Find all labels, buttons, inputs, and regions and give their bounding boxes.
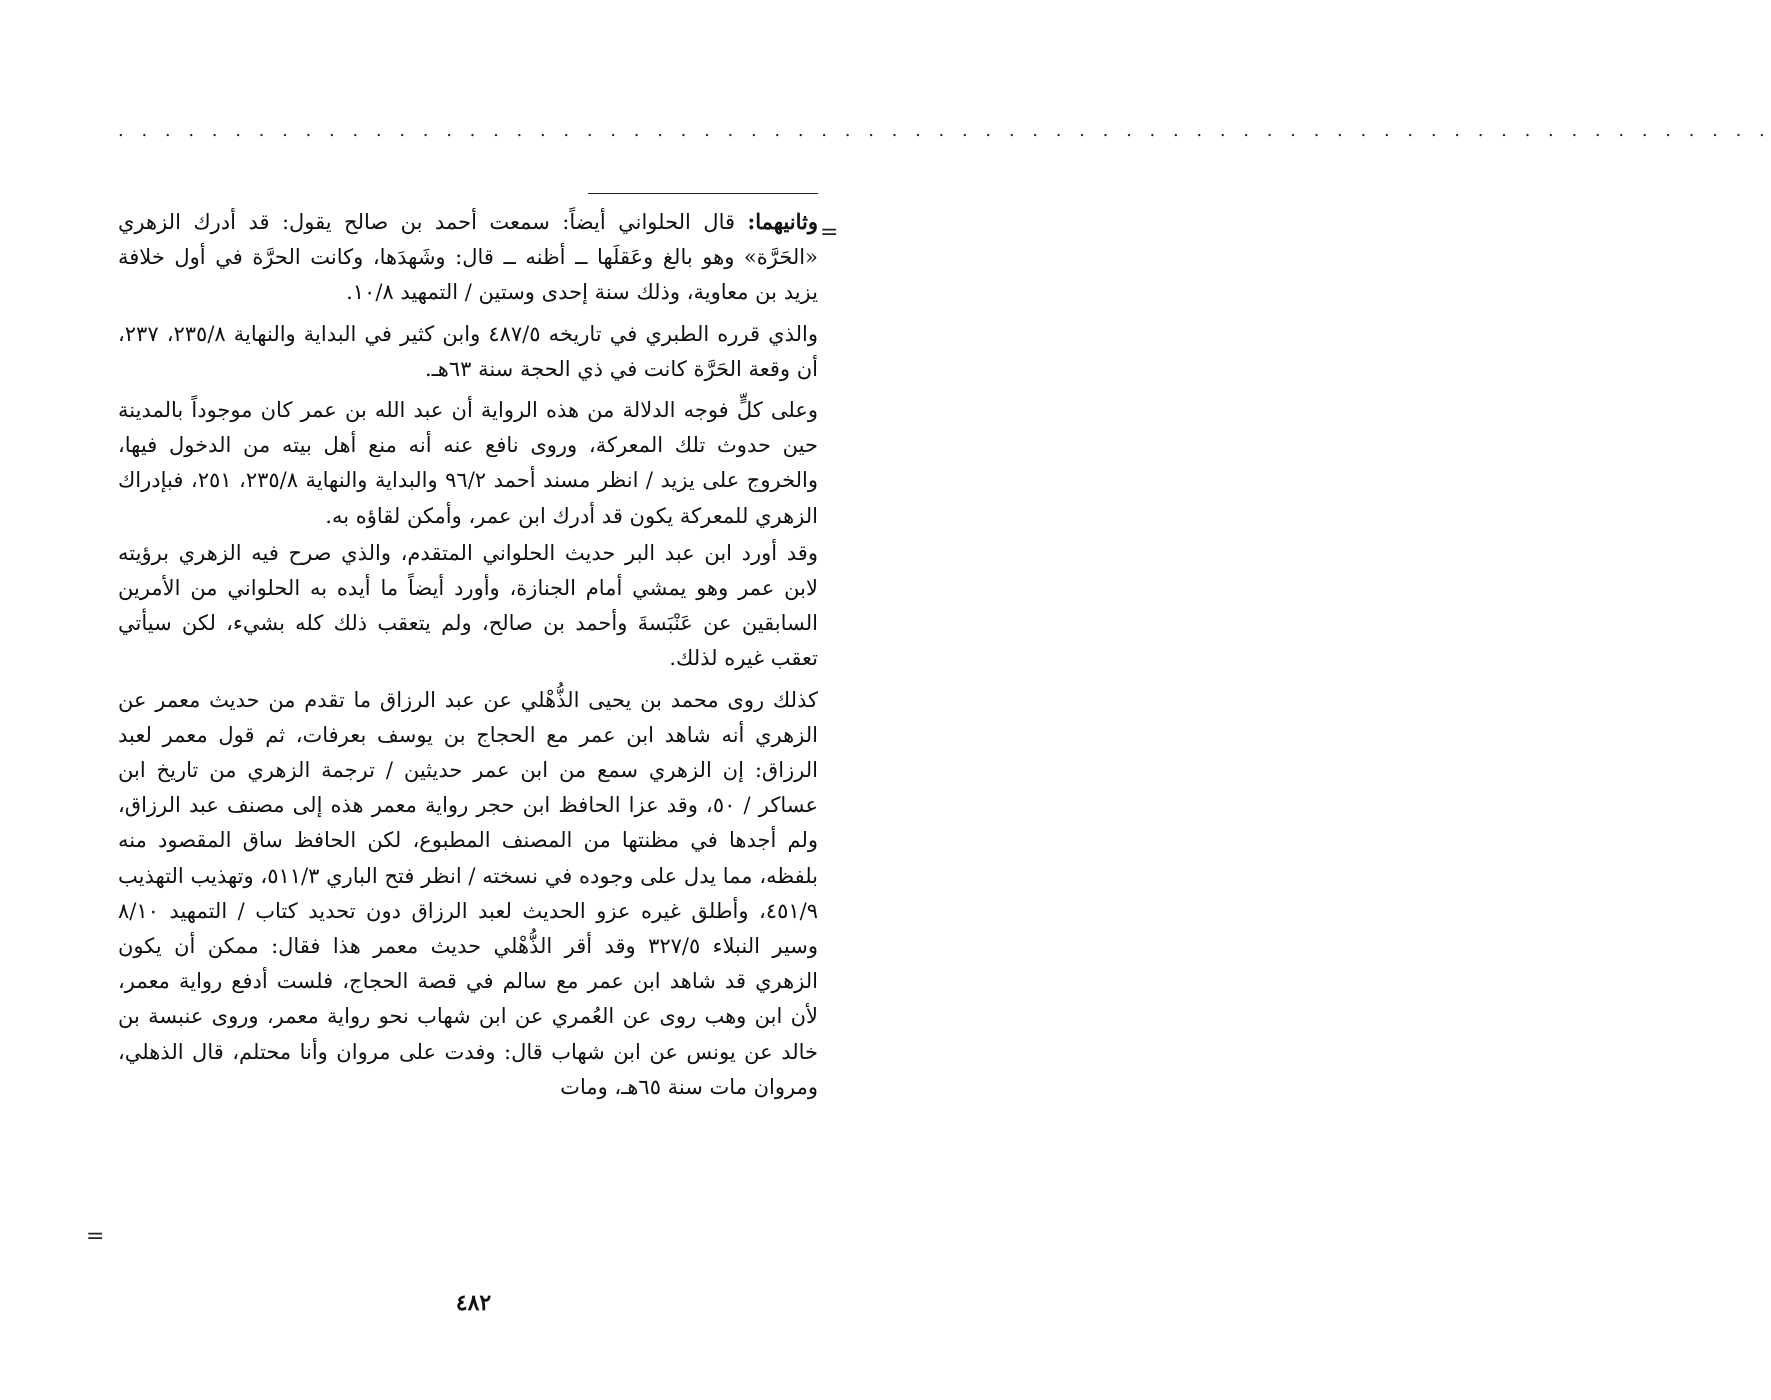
paragraph-1-text: قال الحلواني أيضاً: سمعت أحمد بن صالح يقول: قد أدرك الزهري «الحَرَّة» وهو بالغ وعَقلَها ــ أظنه ــ قال: وشَهدَها، وكانت الحرَّة في أول خلافة يزيد بن معاوية، وذلك سنة إحدى وستين / التمهيد ١٠/٨. xyxy=(118,210,818,305)
paragraph-4 xyxy=(118,536,818,677)
paragraph-4-text: وقد أورد ابن عبد البر حديث الحلواني المتقدم، والذي صرح فيه الزهري برؤيته لابن عمر وهو يمشي أمام الجنازة، وأورد أيضاً ما أيده به الحلواني من الأمرين السابقين عن عَنْبَسةَ وأحمد بن صالح، ولم يتعقب ذلك كله بشيء، لكن سيأتي تعقب غيره لذلك. xyxy=(118,540,818,671)
paragraph-5 xyxy=(118,683,818,1105)
paragraph-3 xyxy=(118,393,818,534)
separator-dots: . . . . . . . . . . . . . . . . . . . . . . . . . . . . . . . . . . . . . . . . . . . . . . . . . . . . . . . . . . . . . . . . . . . . . . . xyxy=(118,120,1771,141)
paragraph-5-text: كذلك روى محمد بن يحيى الذُّهْلي عن عبد الرزاق ما تقدم من حديث معمر عن الزهري أنه شاهد ابن عمر مع الحجاج بن يوسف بعرفات، ثم قول معمر لعبد الرزاق: إن الزهري سمع من ابن عمر حديثين / ترجمة الزهري من تاريخ ابن عساكر / ٥٠، وقد عزا الحافظ ابن حجر رواية معمر هذه إلى مصنف عبد الرزاق، ولم أجدها في مظنتها من المصنف المطبوع، لكن الحافظ ساق المقصود منه بلفظه، مما يدل على وجوده في نسخته / انظر فتح الباري ٥١١/٣، وتهذيب التهذيب ٤٥١/٩، وأطلق غيره عزو الحديث لعبد الرزاق دون تحديد كتاب / التمهيد ٨/١٠ وسير النبلاء ٣٢٧/٥ وقد أقر الذُّهْلي حديث معمر هذا فقال: ممكن أن يكون الزهري قد شاهد ابن عمر مع سالم في قصة الحجاج، فلست أدفع رواية معمر، لأن ابن وهب روى عن العُمري عن ابن شهاب نحو رواية معمر، وروى عنبسة بن خالد عن يونس عن ابن شهاب قال: وفدت على مروان وأنا محتلم، قال الذهلي، ومروان مات سنة ٦٥هـ، ومات xyxy=(118,687,818,1099)
continuation-mark-top: = xyxy=(820,220,839,245)
paragraph-2-text: والذي قرره الطبري في تاريخه ٤٨٧/٥ وابن كثير في البداية والنهاية ٢٣٥/٨، ٢٣٧، أن وقعة الحَرَّة كانت في ذي الحجة سنة ٦٣هـ. xyxy=(118,321,818,381)
paragraph-3-text: وعلى كلٍّ فوجه الدلالة من هذه الرواية أن عبد الله بن عمر كان موجوداً بالمدينة حين حدوث تلك المعركة، وروى نافع عنه أنه منع أهل بيته من الدخول فيها، والخروج على يزيد / انظر مسند أحمد ٩٦/٢ والبداية والنهاية ٢٣٥/٨، ٢٥١، فبإدراك الزهري للمعركة يكون قد أدرك ابن عمر، وأمكن لقاؤه به. xyxy=(118,398,819,528)
footnote-rule xyxy=(588,193,818,194)
continuation-mark-bottom: = xyxy=(86,1224,105,1249)
paragraph-1 xyxy=(118,204,818,311)
footnote-body xyxy=(118,204,818,1111)
paragraph-1-lead: وثانيهما: xyxy=(747,209,818,234)
page-number: ٤٨٢ xyxy=(455,1290,492,1316)
paragraph-2 xyxy=(118,317,818,387)
